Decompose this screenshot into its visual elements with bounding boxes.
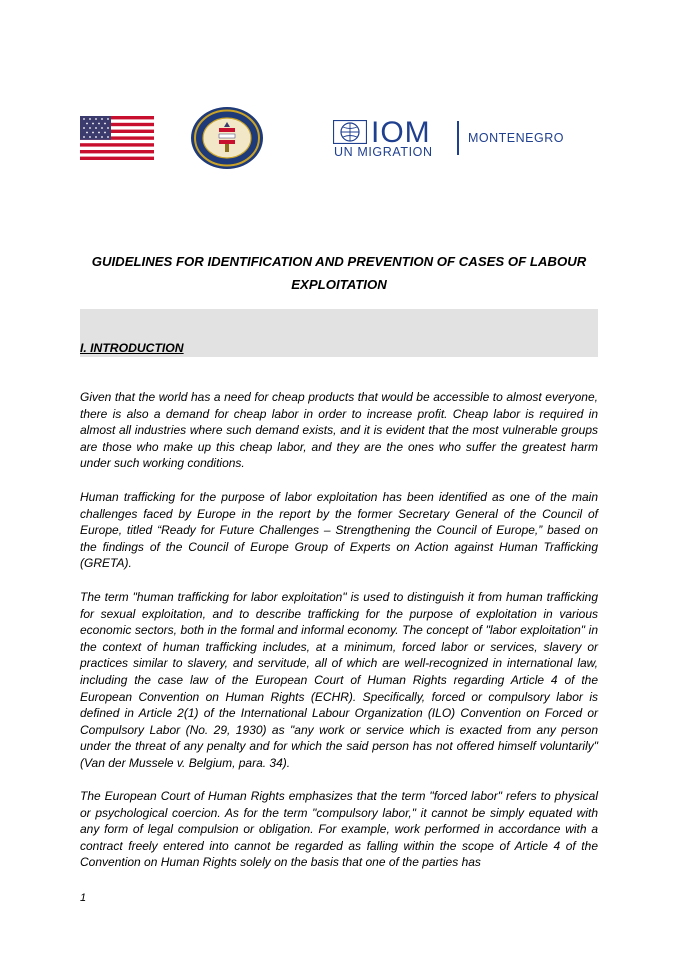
body-paragraph: Given that the world has a need for cheap products that would be accessible to almost everyone, there is also a demand for cheap labor in order to increase profit. Cheap labor is required in almost all industries where such demand exists, and it is evident that the most vulnerable groups are those who make up this cheap labor, and they are the ones who suffer the greatest harm under such working conditions. (80, 390, 598, 471)
body-paragraph: The European Court of Human Rights emphasizes that the term "forced labor" refers to physical or psychological coercion. As for the term "compulsory labor," it cannot be simply equated with any form of legal compulsion or obligation. For example, work performed in accordance with a contract freely entered into cannot be regarded as falling within the scope of Article 4 of the Convention on Human Rights solely on the basis that one of the parties has (80, 789, 598, 870)
us-flag-logo (80, 116, 154, 160)
section-heading: I. INTRODUCTION (80, 341, 184, 355)
un-migration-text: UN MIGRATION (334, 145, 433, 159)
iom-wordmark: IOM (371, 116, 431, 149)
embassy-seal-logo (189, 106, 265, 170)
iom-logo (333, 116, 573, 159)
document-title: GUIDELINES FOR IDENTIFICATION AND PREVENTION OF CASES OF LABOUR EXPLOITATION (91, 254, 587, 292)
page-number: 1 (80, 892, 87, 904)
logo-divider (457, 121, 459, 155)
body-paragraph: The term "human trafficking for labor exploitation" is used to distinguish it from human trafficking for sexual exploitation, and to describe trafficking for the purpose of exploitation in various economic sectors, both in the formal and informal economy. The concept of "labor exploitation" in the context of human trafficking includes, at a minimum, forced labor or services, slavery or practices similar to slavery, and servitude, all of which are well-recognized in international law, including the case law of the European Court of Human Rights regarding Article 4 of the European Convention on Human Rights (ECHR). Specifically, forced or compulsory labor is defined in Article 2(1) of the International Labour Organization (ILO) Convention on Forced or Compulsory Labor (No. 29, 1930) as "any work or service which is exacted from any person under the threat of any penalty and for which the said person has not offered himself voluntarily" (Van der Mussele v. Belgium, para. 34). (80, 590, 598, 770)
body-paragraph: Human trafficking for the purpose of labor exploitation has been identified as one of the main challenges faced by Europe in the report by the former Secretary General of the Council of Europe, titled “Ready for Future Challenges – Strengthening the Council of Europe,” based on the findings of the Council of Europe Group of Experts on Action against Human Trafficking (GRETA). (80, 490, 598, 571)
un-emblem-icon (333, 120, 367, 144)
country-text: MONTENEGRO (468, 131, 564, 145)
